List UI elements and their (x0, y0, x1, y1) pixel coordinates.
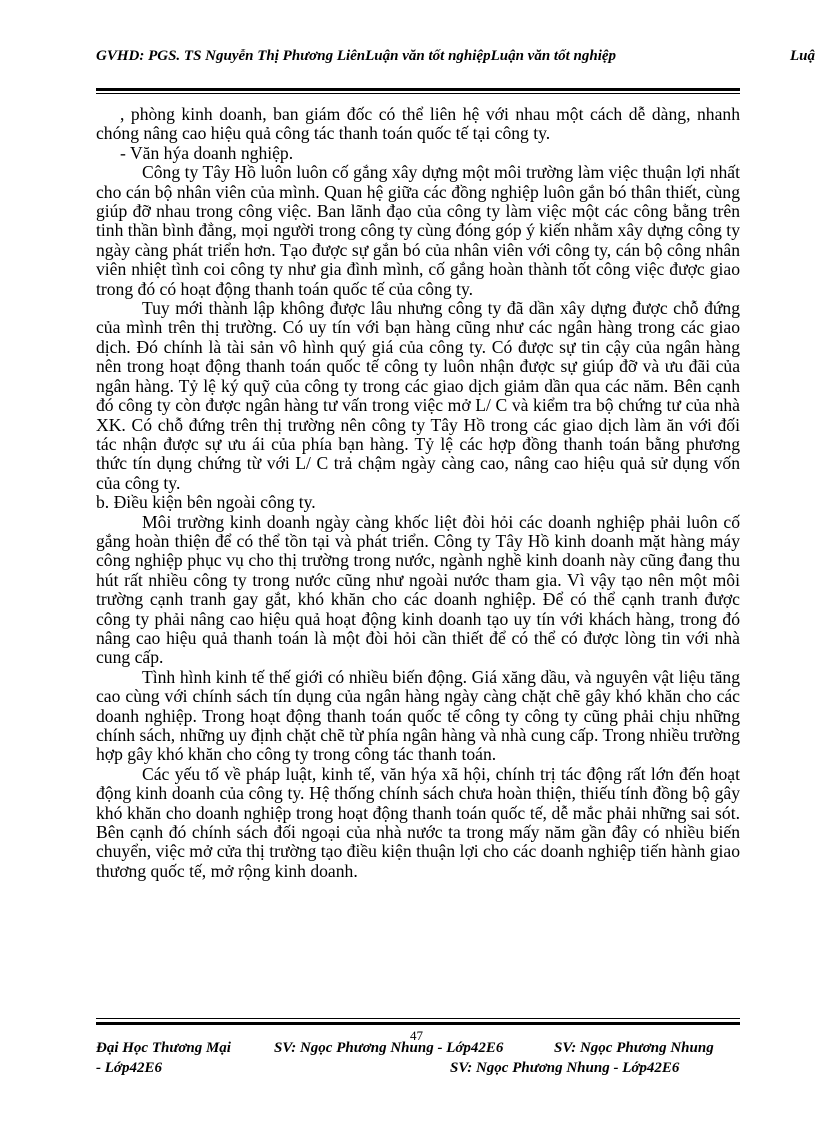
page-footer (96, 1040, 746, 1080)
page-header (96, 46, 816, 70)
paragraph: Môi trường kinh doanh ngày càng khốc liệt đòi hỏi các doanh nghiệp phải luôn cố gắng hoàn thiện để có thể tồn tại và phát triển. Công ty Tây Hồ kinh doanh mặt hàng máy công nghiệp phục vụ cho thị trường trong nước, ngành nghề kinh doanh này cũng đang thu hút rất nhiều công ty trong nước cũng như ngoài nước tham gia. Vì vậy tạo nên một môi trường cạnh tranh gay gắt, khó khăn cho các doanh nghiệp. Để có thể cạnh tranh được công ty phải nâng cao hiệu quả hoạt động kinh doanh tạo uy tín với khách hàng, trong đó nâng cao hiệu quả thanh toán là một đòi hỏi cần thiết để có thể có được lòng tin với nhà cung cấp. (96, 511, 740, 668)
footer-student: SV: Ngọc Phương Nhung - Lớp42E6 (274, 1040, 504, 1056)
paragraph: Tình hình kinh tế thế giới có nhiều biến động. Giá xăng dầu, và nguyên vật liệu tăng cao cùng với chính sách tín dụng của ngân hàng ngày càng chặt chẽ gây khó khăn cho các doanh nghiệp. Trong hoạt động thanh toán quốc tế công ty công ty cũng phải chịu những chính sách, những uy định chặt chẽ từ phía ngân hàng và nhà cung cấp. Trong nhiều trường hợp gây khó khăn cho công ty trong công tác thanh toán. (96, 666, 740, 765)
header-text-right: Luậ (790, 48, 816, 64)
footer-rule-thick (96, 1022, 740, 1025)
paragraph: Các yếu tố về pháp luật, kinh tế, văn hýa xã hội, chính trị tác động rất lớn đến hoạt động kinh doanh của công ty. Hệ thống chính sách chưa hoàn thiện, thiếu tính đồng bộ gây khó khăn cho doanh nghiệp trong hoạt động thanh toán quốc tế, dễ mắc phải những sai sót. Bên cạnh đó chính sách đối ngoại của nhà nước ta trong mấy năm gần đây có nhiều biến chuyển, việc mở cửa thị trường tạo điều kiện thuận lợi cho các doanh nghiệp tiến hành giao thương quốc tế, mở rộng kinh doanh. (96, 763, 741, 881)
section-heading: b. Điều kiện bên ngoài công ty. (96, 492, 316, 513)
header-text: GVHD: PGS. TS Nguyễn Thị Phương LiênLuận văn tốt nghiệpLuận văn tốt nghiệp (96, 48, 617, 64)
footer-student: SV: Ngọc Phương Nhung (554, 1040, 714, 1056)
header-rule-thin (96, 93, 740, 94)
footer-class: - Lớp42E6 (96, 1060, 162, 1076)
paragraph: , phòng kinh doanh, ban giám đốc có thể liên hệ với nhau một cách dễ dàng, nhanh chóng nâng cao hiệu quả công tác thanh toán quốc tế tại công ty. (96, 104, 740, 144)
header-rule-thick (96, 88, 740, 91)
footer-school: Đại Học Thương Mại (96, 1040, 231, 1056)
document-body (96, 105, 740, 881)
footer-rule-thin (96, 1018, 740, 1019)
section-item: - Văn hýa doanh nghiệp. (120, 142, 294, 163)
paragraph: Tuy mới thành lập không được lâu nhưng công ty đã dần xây dựng được chỗ đứng của mình trên thị trường. Có uy tín với bạn hàng cũng như các ngân hàng trong các giao dịch. Đó chính là tài sản vô hình quý giá của công ty. Có được sự tin cậy của ngân hàng nên trong hoạt động thanh toán quốc tế công ty luôn nhận được sự giúp đỡ và ưu đãi của ngân hàng. Tỷ lệ ký quỹ của công ty trong các giao dịch giảm dần qua các năm. Bên cạnh đó công ty còn được ngân hàng tư vấn trong việc mở L/ C và kiểm tra bộ chứng tư của nhà XK. Có chỗ đứng trên thị trường nên công ty Tây Hồ trong các giao dịch làm ăn với đối tác nhận được sự ưu ái của phía bạn hàng. Tỷ lệ các hợp đồng thanh toán bằng phương thức tín dụng chứng từ với L/ C trả chậm ngày càng cao, nâng cao hiệu quả sử dụng vốn của công ty. (96, 298, 740, 493)
page-number: 47 (410, 1028, 423, 1043)
footer-student: SV: Ngọc Phương Nhung - Lớp42E6 (450, 1060, 680, 1076)
paragraph: Công ty Tây Hồ luôn luôn cố gắng xây dựng một môi trường làm việc thuận lợi nhất cho cán bộ nhân viên của mình. Quan hệ giữa các đồng nghiệp luôn gắn bó thân thiết, cùng giúp đỡ nhau trong công việc. Ban lãnh đạo của công ty làm việc một các công bằng trên tinh thần bình đẳng, mọi người trong công ty cùng đóng góp ý kiến nhằm xây dựng công ty ngày càng phát triển hơn. Tạo được sự gắn bó của nhân viên với công ty, cán bộ công nhân viên nhiệt tình coi công ty như gia đình mình, cố gắng hoàn thành tốt công việc được giao trong đó có hoạt động thanh toán quốc tế của công ty. (96, 162, 740, 299)
